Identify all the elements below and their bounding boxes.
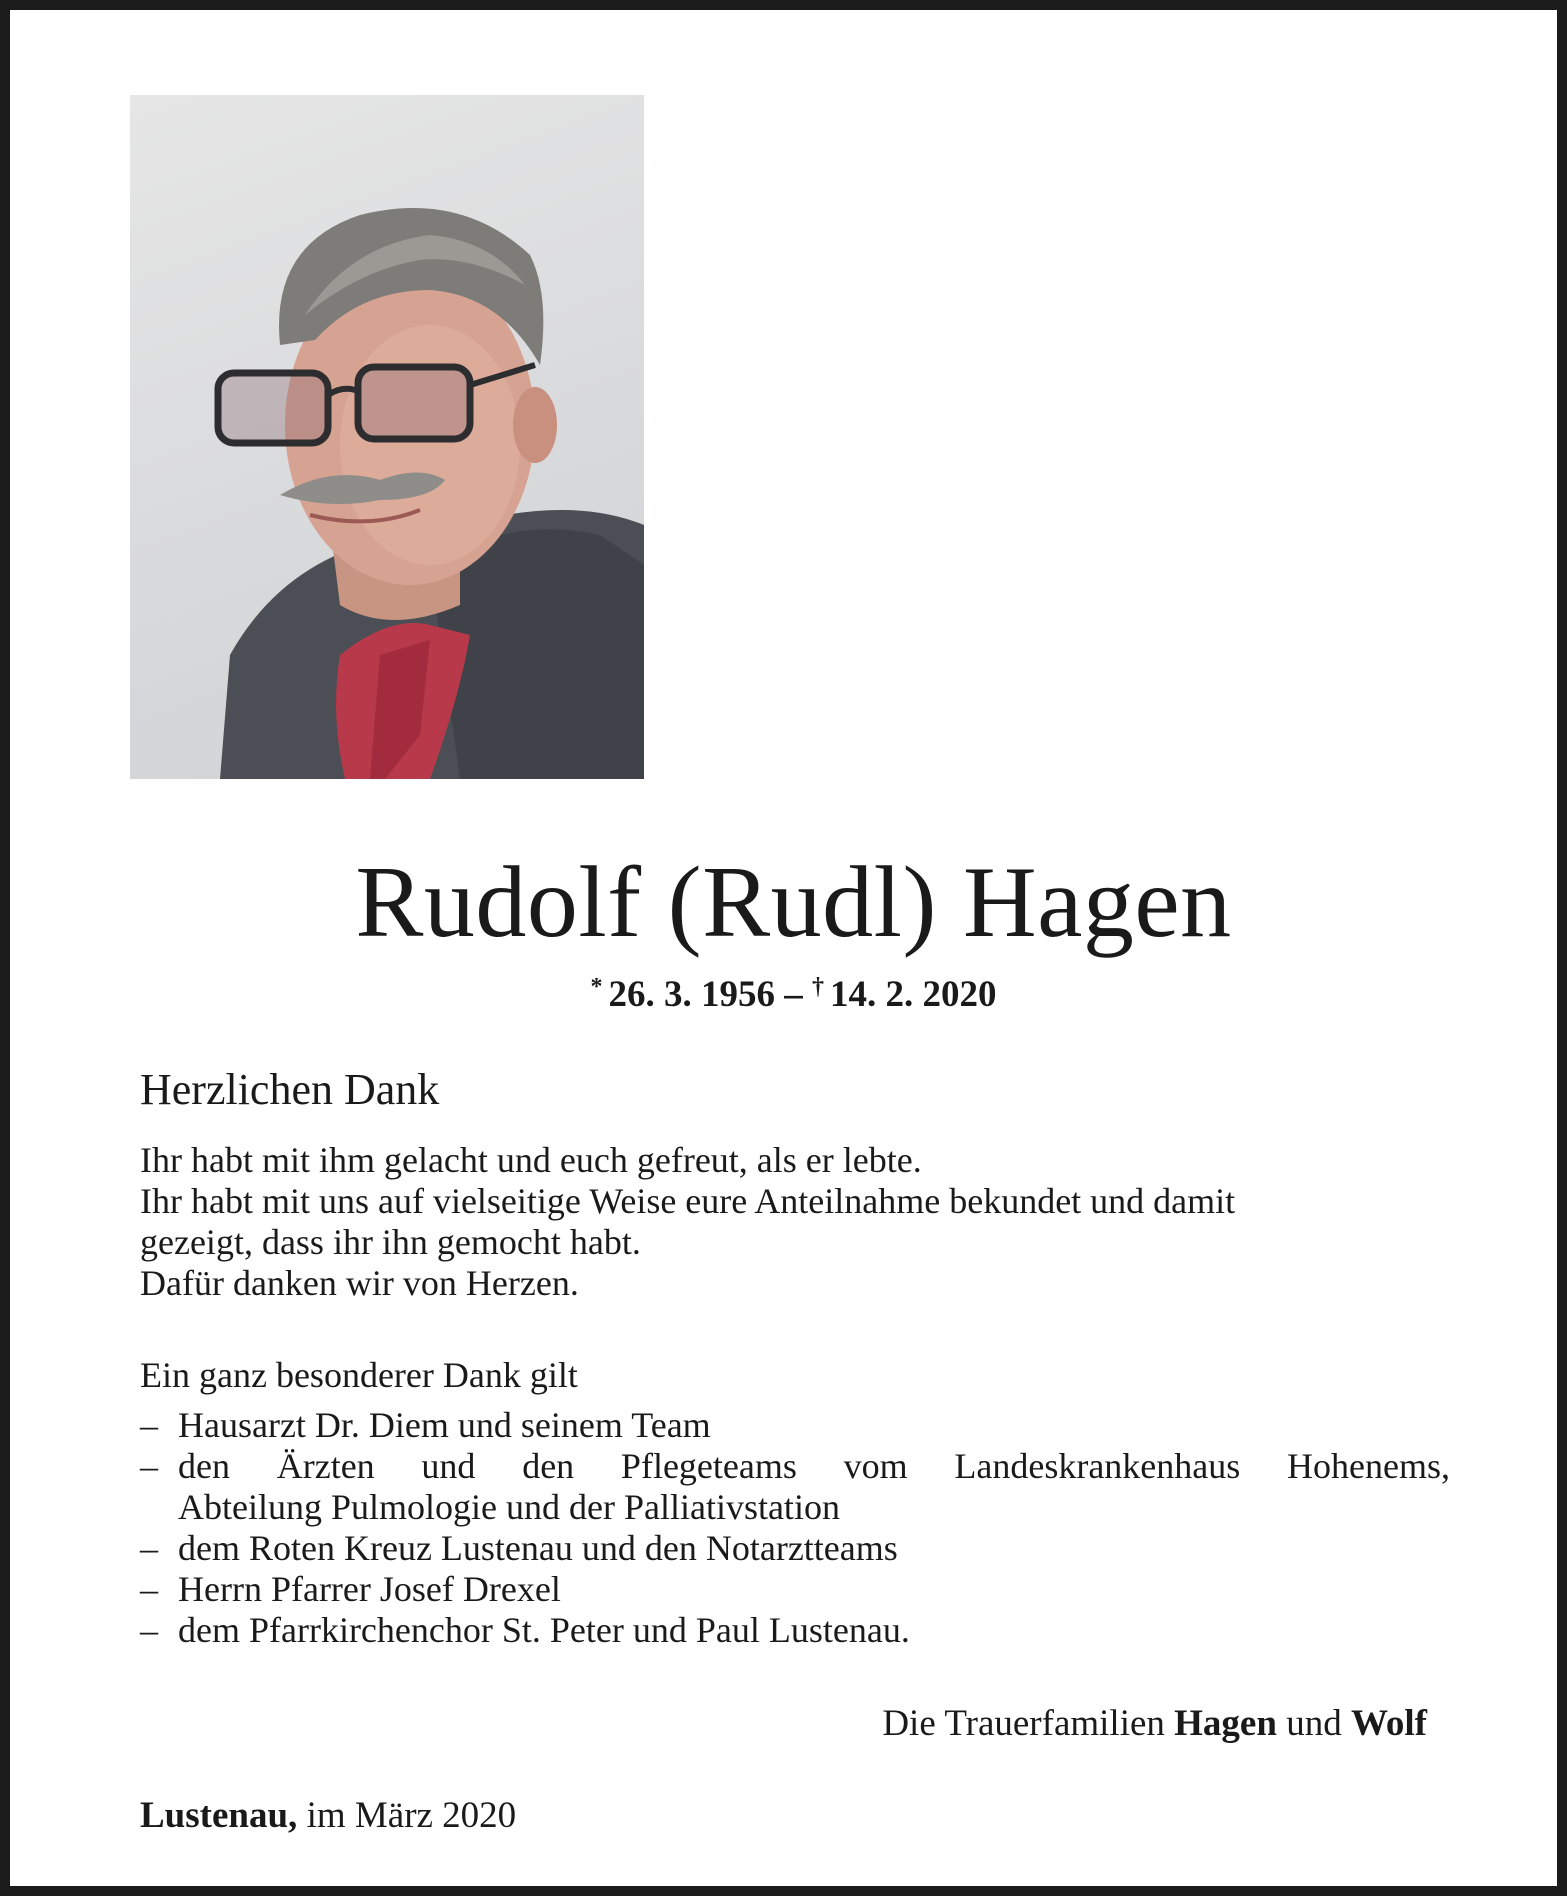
list-item-text: Herrn Pfarrer Josef Drexel xyxy=(178,1569,561,1609)
date-separator: – xyxy=(784,974,803,1015)
thanks-list xyxy=(140,1405,1450,1651)
family-name-wolf: Wolf xyxy=(1350,1703,1427,1744)
portrait-image xyxy=(130,95,644,779)
life-dates xyxy=(10,975,1567,1013)
deceased-name: Rudolf (Rudl) Hagen xyxy=(355,846,1232,959)
list-item xyxy=(140,1610,1450,1651)
list-dash: – xyxy=(140,1405,158,1445)
thanks-heading: Herzlichen Dank xyxy=(140,1065,440,1114)
paragraph-line: Ihr habt mit ihm gelacht und euch gefreut, als er lebte. xyxy=(140,1140,922,1180)
list-intro: Ein ganz besonderer Dank gilt xyxy=(140,1355,578,1395)
family-name-hagen: Hagen xyxy=(1174,1703,1277,1744)
thanks-paragraph xyxy=(140,1140,1450,1304)
list-item-text: dem Pfarrkirchenchor St. Peter und Paul Lustenau. xyxy=(178,1610,910,1650)
list-item-text: Hausarzt Dr. Diem und seinem Team xyxy=(178,1405,711,1445)
portrait-photo xyxy=(130,95,644,779)
list-dash: – xyxy=(140,1446,158,1486)
list-item xyxy=(140,1528,1450,1569)
paragraph-line: gezeigt, dass ihr ihn gemocht habt. xyxy=(140,1222,641,1262)
death-symbol: † xyxy=(812,974,824,1000)
list-item-text: dem Roten Kreuz Lustenau und den Notarztteams xyxy=(178,1528,898,1568)
birth-date: 26. 3. 1956 xyxy=(608,974,775,1015)
list-item-text: den Ärzten und den Pflegeteams vom Landeskrankenhaus Hohenems, xyxy=(178,1446,1450,1486)
list-dash: – xyxy=(140,1569,158,1609)
list-item-text-continued: Abteilung Pulmologie und der Palliativstation xyxy=(178,1487,840,1527)
place-city: Lustenau, xyxy=(140,1795,298,1836)
signature-prefix: Die Trauerfamilien xyxy=(882,1703,1165,1744)
paragraph-line: Dafür danken wir von Herzen. xyxy=(140,1263,579,1303)
list-dash: – xyxy=(140,1610,158,1650)
place-date: im März 2020 xyxy=(306,1795,517,1836)
paragraph-line: Ihr habt mit uns auf vielseitige Weise eure Anteilnahme bekundet und damit xyxy=(140,1181,1236,1221)
list-dash: – xyxy=(140,1528,158,1568)
list-item xyxy=(140,1569,1450,1610)
death-date: 14. 2. 2020 xyxy=(830,974,997,1015)
family-signature xyxy=(882,1705,1427,1742)
list-item xyxy=(140,1446,1450,1528)
signature-connector: und xyxy=(1286,1703,1342,1744)
list-item xyxy=(140,1405,1450,1446)
birth-symbol: * xyxy=(590,974,603,1000)
place-and-date xyxy=(140,1797,516,1834)
